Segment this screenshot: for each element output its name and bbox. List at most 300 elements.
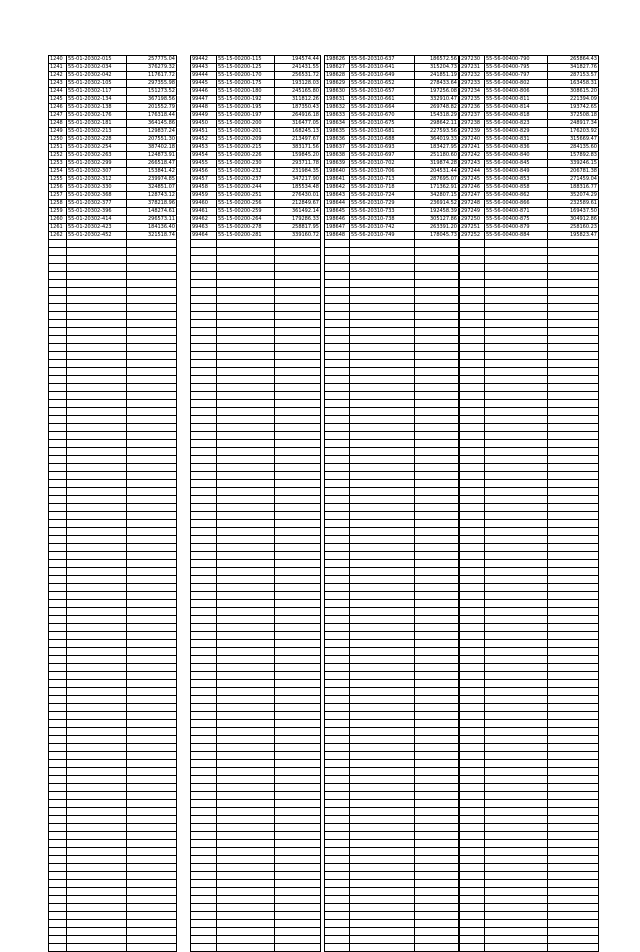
amount-cell <box>275 352 321 360</box>
amount-cell <box>548 928 599 936</box>
amount-cell <box>415 408 459 416</box>
row-index-cell <box>191 920 217 928</box>
row-index-cell <box>460 840 485 848</box>
row-index-cell <box>460 664 485 672</box>
row-index-cell <box>191 856 217 864</box>
row-index-cell <box>460 640 485 648</box>
code-cell <box>485 504 548 512</box>
row-index-cell <box>325 376 350 384</box>
table-row <box>325 888 459 896</box>
row-index-cell <box>325 760 350 768</box>
code-cell <box>67 440 127 448</box>
table-row <box>325 248 459 256</box>
amount-cell <box>275 856 321 864</box>
amount-cell <box>415 384 459 392</box>
code-cell <box>67 728 127 736</box>
row-index-cell: 198646 <box>325 216 350 224</box>
amount-cell <box>275 704 321 712</box>
amount-cell <box>415 512 459 520</box>
table-row <box>325 824 459 832</box>
amount-cell: 148274.61 <box>127 208 177 216</box>
row-index-cell <box>191 896 217 904</box>
table-row <box>460 248 599 256</box>
row-index-cell <box>191 800 217 808</box>
amount-cell <box>415 456 459 464</box>
row-index-cell <box>191 264 217 272</box>
table-row <box>191 168 321 176</box>
table-row <box>191 272 321 280</box>
code-cell <box>67 736 127 744</box>
table-row <box>460 256 599 264</box>
code-cell: 55-56-20310-718 <box>350 184 415 192</box>
row-index-cell <box>460 328 485 336</box>
table-row <box>191 664 321 672</box>
amount-cell <box>548 704 599 712</box>
code-cell <box>350 448 415 456</box>
table-row <box>191 496 321 504</box>
code-cell <box>67 336 127 344</box>
row-index-cell <box>325 784 350 792</box>
table-row <box>49 128 177 136</box>
amount-cell: 212849.67 <box>275 200 321 208</box>
table-row <box>49 168 177 176</box>
table-row <box>191 488 321 496</box>
code-cell <box>217 944 275 952</box>
code-cell <box>485 696 548 704</box>
code-cell <box>217 600 275 608</box>
amount-cell <box>415 568 459 576</box>
amount-cell: 231984.35 <box>275 168 321 176</box>
code-cell <box>217 536 275 544</box>
table-row <box>49 936 177 944</box>
amount-cell <box>127 568 177 576</box>
code-cell: 55-01-20302-117 <box>67 88 127 96</box>
table-row <box>191 592 321 600</box>
amount-cell <box>127 944 177 952</box>
amount-cell <box>415 672 459 680</box>
table-row <box>191 72 321 80</box>
table-row <box>460 672 599 680</box>
row-index-cell <box>191 680 217 688</box>
code-cell <box>350 816 415 824</box>
table-row <box>460 568 599 576</box>
code-cell <box>217 832 275 840</box>
row-index-cell <box>191 824 217 832</box>
code-cell <box>350 712 415 720</box>
row-index-cell <box>325 440 350 448</box>
amount-cell <box>275 240 321 248</box>
amount-cell <box>275 520 321 528</box>
table-row <box>49 816 177 824</box>
amount-cell <box>548 440 599 448</box>
amount-cell: 311812.26 <box>275 96 321 104</box>
row-index-cell <box>191 432 217 440</box>
code-cell: 55-56-00400-849 <box>485 168 548 176</box>
amount-cell <box>415 896 459 904</box>
table-row <box>191 184 321 192</box>
code-cell <box>217 328 275 336</box>
row-index-cell <box>49 664 67 672</box>
amount-cell: 342807.15 <box>415 192 459 200</box>
code-cell: 55-56-20310-749 <box>350 232 415 240</box>
amount-cell <box>415 752 459 760</box>
table-row <box>49 568 177 576</box>
code-cell <box>485 720 548 728</box>
row-index-cell <box>49 752 67 760</box>
table-row <box>191 456 321 464</box>
table-row <box>191 408 321 416</box>
table-row <box>460 56 599 64</box>
code-cell <box>217 760 275 768</box>
table-row <box>191 688 321 696</box>
amount-cell: 271459.04 <box>548 176 599 184</box>
amount-cell <box>415 928 459 936</box>
row-index-cell: 198632 <box>325 104 350 112</box>
table-row <box>49 696 177 704</box>
row-index-cell: 99448 <box>191 104 217 112</box>
amount-cell <box>548 544 599 552</box>
table-row <box>191 736 321 744</box>
amount-cell: 276430.01 <box>275 192 321 200</box>
row-index-cell <box>49 792 67 800</box>
table-row <box>49 272 177 280</box>
row-index-cell <box>325 504 350 512</box>
code-cell <box>217 304 275 312</box>
table-row <box>191 720 321 728</box>
row-index-cell <box>191 872 217 880</box>
code-cell <box>485 832 548 840</box>
amount-cell <box>548 480 599 488</box>
table-row <box>460 896 599 904</box>
amount-cell <box>127 552 177 560</box>
table-row <box>325 144 459 152</box>
amount-cell <box>415 576 459 584</box>
code-cell <box>67 392 127 400</box>
amount-cell: 378218.96 <box>127 200 177 208</box>
amount-cell: 258160.23 <box>548 224 599 232</box>
row-index-cell <box>325 872 350 880</box>
amount-cell <box>548 280 599 288</box>
amount-cell <box>127 856 177 864</box>
table-row <box>191 152 321 160</box>
amount-cell <box>275 472 321 480</box>
row-index-cell: 297231 <box>460 64 485 72</box>
amount-cell: 185534.48 <box>275 184 321 192</box>
table-row <box>325 864 459 872</box>
code-cell <box>67 248 127 256</box>
table-row <box>325 416 459 424</box>
row-index-cell <box>49 856 67 864</box>
code-cell <box>350 944 415 952</box>
code-cell: 55-15-00200-125 <box>217 64 275 72</box>
code-cell <box>485 688 548 696</box>
row-index-cell <box>49 296 67 304</box>
amount-cell <box>548 632 599 640</box>
table-row <box>460 136 599 144</box>
table-row <box>49 312 177 320</box>
row-index-cell: 99455 <box>191 160 217 168</box>
amount-cell <box>415 720 459 728</box>
code-cell <box>67 520 127 528</box>
table-row <box>460 832 599 840</box>
table-row <box>191 656 321 664</box>
row-index-cell <box>325 880 350 888</box>
row-index-cell <box>460 272 485 280</box>
table-row <box>325 880 459 888</box>
table-row <box>460 800 599 808</box>
code-cell <box>485 608 548 616</box>
table-row <box>191 56 321 64</box>
code-cell <box>485 880 548 888</box>
row-index-cell <box>191 320 217 328</box>
row-index-cell <box>460 352 485 360</box>
table-row <box>191 304 321 312</box>
row-index-cell: 297233 <box>460 80 485 88</box>
row-index-cell: 297242 <box>460 152 485 160</box>
amount-cell <box>548 768 599 776</box>
table-row <box>325 768 459 776</box>
code-cell: 55-56-20310-664 <box>350 104 415 112</box>
amount-cell <box>127 792 177 800</box>
amount-cell <box>275 736 321 744</box>
row-index-cell: 1240 <box>49 56 67 64</box>
table-row <box>49 464 177 472</box>
row-index-cell <box>325 456 350 464</box>
table-row <box>49 176 177 184</box>
code-cell <box>350 528 415 536</box>
table-row <box>325 536 459 544</box>
table-row <box>49 944 177 952</box>
code-cell <box>350 880 415 888</box>
table-row <box>325 632 459 640</box>
table-row <box>325 776 459 784</box>
table-row <box>325 216 459 224</box>
row-index-cell <box>191 616 217 624</box>
row-index-cell <box>49 840 67 848</box>
code-cell <box>217 664 275 672</box>
row-index-cell <box>325 584 350 592</box>
amount-cell <box>127 432 177 440</box>
table-row <box>191 536 321 544</box>
code-cell <box>485 248 548 256</box>
row-index-cell: 297239 <box>460 128 485 136</box>
table-row <box>49 592 177 600</box>
table-row <box>325 800 459 808</box>
row-index-cell <box>191 496 217 504</box>
amount-cell: 241431.55 <box>275 64 321 72</box>
row-index-cell <box>325 888 350 896</box>
code-cell: 55-56-00400-818 <box>485 112 548 120</box>
table-row <box>325 96 459 104</box>
table-row <box>460 496 599 504</box>
row-index-cell <box>191 736 217 744</box>
code-cell <box>217 672 275 680</box>
table-row <box>325 552 459 560</box>
row-index-cell <box>49 504 67 512</box>
amount-cell: 188316.77 <box>548 184 599 192</box>
table-row <box>49 768 177 776</box>
code-cell <box>350 656 415 664</box>
row-index-cell <box>325 792 350 800</box>
code-cell <box>350 256 415 264</box>
row-index-cell <box>49 728 67 736</box>
table-row <box>460 824 599 832</box>
amount-cell <box>415 528 459 536</box>
code-cell <box>217 608 275 616</box>
table-row <box>49 784 177 792</box>
code-cell: 55-15-00200-230 <box>217 160 275 168</box>
amount-cell <box>548 336 599 344</box>
code-cell <box>67 656 127 664</box>
row-index-cell <box>325 304 350 312</box>
amount-cell: 128743.12 <box>127 192 177 200</box>
amount-cell <box>127 712 177 720</box>
code-cell <box>350 568 415 576</box>
amount-cell <box>127 632 177 640</box>
code-cell <box>217 376 275 384</box>
amount-cell <box>415 688 459 696</box>
row-index-cell <box>460 400 485 408</box>
row-index-cell: 99456 <box>191 168 217 176</box>
table-row <box>49 760 177 768</box>
row-index-cell <box>49 400 67 408</box>
row-index-cell <box>191 608 217 616</box>
code-cell <box>67 600 127 608</box>
row-index-cell <box>49 448 67 456</box>
table-row <box>49 560 177 568</box>
amount-cell: 124873.91 <box>127 152 177 160</box>
amount-cell <box>548 696 599 704</box>
row-index-cell <box>191 936 217 944</box>
code-cell <box>217 856 275 864</box>
row-index-cell <box>325 640 350 648</box>
code-cell: 55-15-00200-201 <box>217 128 275 136</box>
amount-cell <box>548 392 599 400</box>
table-row <box>191 80 321 88</box>
amount-cell <box>548 728 599 736</box>
code-cell <box>350 400 415 408</box>
row-index-cell <box>460 576 485 584</box>
table-row <box>49 584 177 592</box>
amount-cell <box>548 664 599 672</box>
table-row <box>49 280 177 288</box>
code-cell <box>67 632 127 640</box>
row-index-cell <box>325 920 350 928</box>
code-cell <box>67 384 127 392</box>
table-row <box>325 240 459 248</box>
code-cell: 55-01-20302-176 <box>67 112 127 120</box>
row-index-cell <box>325 464 350 472</box>
row-index-cell <box>191 760 217 768</box>
code-cell <box>485 920 548 928</box>
amount-cell <box>548 264 599 272</box>
code-cell <box>217 512 275 520</box>
amount-cell: 197256.08 <box>415 88 459 96</box>
table-row <box>49 680 177 688</box>
amount-cell <box>127 888 177 896</box>
row-index-cell <box>191 544 217 552</box>
table-row <box>191 480 321 488</box>
amount-cell: 193128.03 <box>275 80 321 88</box>
table-row <box>191 288 321 296</box>
code-cell: 55-56-20310-652 <box>350 80 415 88</box>
code-cell <box>485 256 548 264</box>
amount-cell: 308615.20 <box>548 88 599 96</box>
amount-cell <box>127 360 177 368</box>
amount-cell <box>548 760 599 768</box>
table-row <box>191 568 321 576</box>
amount-cell <box>275 312 321 320</box>
table-row <box>325 88 459 96</box>
amount-cell <box>275 648 321 656</box>
amount-cell <box>548 672 599 680</box>
row-index-cell <box>49 656 67 664</box>
table-row <box>191 504 321 512</box>
row-index-cell: 297230 <box>460 56 485 64</box>
code-cell <box>217 864 275 872</box>
code-cell <box>350 288 415 296</box>
code-cell: 55-15-00200-251 <box>217 192 275 200</box>
row-index-cell <box>460 864 485 872</box>
table-row <box>460 920 599 928</box>
code-cell <box>350 840 415 848</box>
code-cell <box>67 288 127 296</box>
code-cell <box>485 472 548 480</box>
code-cell <box>350 936 415 944</box>
table-row <box>460 408 599 416</box>
row-index-cell <box>49 672 67 680</box>
row-index-cell <box>325 936 350 944</box>
code-cell: 55-56-00400-797 <box>485 72 548 80</box>
amount-cell <box>548 360 599 368</box>
table-row <box>325 688 459 696</box>
amount-cell <box>275 712 321 720</box>
code-cell: 55-56-00400-806 <box>485 88 548 96</box>
table-row <box>325 272 459 280</box>
amount-cell <box>415 736 459 744</box>
amount-cell <box>415 840 459 848</box>
table-row <box>460 768 599 776</box>
amount-cell <box>127 424 177 432</box>
row-index-cell <box>460 712 485 720</box>
amount-cell <box>127 264 177 272</box>
amount-cell <box>548 448 599 456</box>
table-row <box>49 752 177 760</box>
amount-cell <box>127 672 177 680</box>
table-row <box>325 656 459 664</box>
amount-cell <box>275 776 321 784</box>
amount-cell <box>275 504 321 512</box>
code-cell <box>485 640 548 648</box>
table-row <box>191 648 321 656</box>
amount-cell <box>548 272 599 280</box>
table-row <box>325 848 459 856</box>
table-row <box>460 784 599 792</box>
amount-cell <box>415 656 459 664</box>
row-index-cell <box>460 552 485 560</box>
row-index-cell <box>49 680 67 688</box>
amount-cell <box>127 472 177 480</box>
amount-cell <box>415 376 459 384</box>
row-index-cell: 297238 <box>460 120 485 128</box>
code-cell: 55-15-00200-281 <box>217 232 275 240</box>
amount-cell <box>127 312 177 320</box>
row-index-cell <box>49 528 67 536</box>
amount-cell <box>415 336 459 344</box>
amount-cell <box>415 312 459 320</box>
table-row <box>325 256 459 264</box>
table-row <box>325 296 459 304</box>
